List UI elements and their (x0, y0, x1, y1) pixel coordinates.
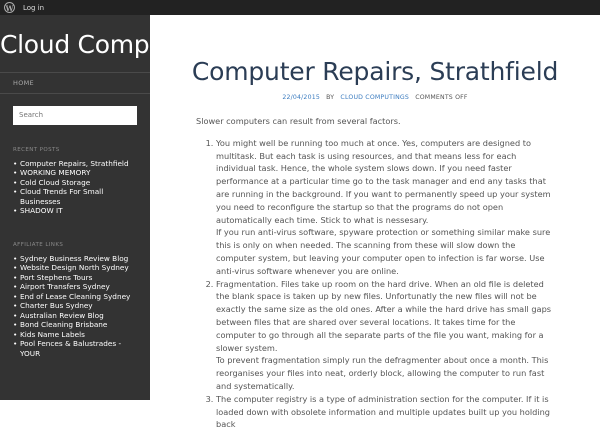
list-item (216, 137, 552, 278)
post-content (196, 115, 552, 431)
list-item-text: The computer registry is a type of administration section for the computer. If it is loaded down with obsolete information and multiple updates built up you holding back (216, 393, 550, 430)
recent-posts-list (0, 159, 150, 216)
main-content (150, 15, 600, 430)
post-title: Computer Repairs, Strathfield (191, 57, 559, 86)
recent-posts-title: RECENT POSTS (13, 146, 60, 153)
affiliate-link[interactable]: • Pool Fences & Balustrades - YOUR (0, 339, 150, 358)
post-comments-status: COMMENTS OFF (415, 94, 468, 101)
affiliate-link[interactable]: • Kids Name Labels (0, 330, 150, 340)
recent-post-link[interactable]: • Computer Repairs, Strathfield (0, 159, 150, 169)
post-category-link[interactable]: CLOUD COMPUTINGS (340, 94, 410, 101)
recent-post-link[interactable]: • WORKING MEMORY (0, 168, 150, 178)
affiliate-links-title: AFFILIATE LINKS (13, 241, 64, 248)
affiliate-links-list (0, 254, 150, 359)
sidebar (0, 15, 225, 400)
affiliate-link[interactable]: • Port Stephens Tours (0, 273, 150, 283)
list-item-text: Fragmentation. Files take up room on the hard drive. When an old file is deleted the blank space is taken up by new files. Unfortunatly the new files will not be exactly the same size as the old ones. After a while the hard drive has small gaps between files that are shared over several locations. It takes time for the computer to go through all the separate parts of the file you want, making for a slower system. (216, 278, 552, 353)
login-link[interactable]: Log in (23, 3, 45, 12)
admin-bar (0, 0, 600, 15)
post-date[interactable]: 22/04/2015 (282, 94, 320, 101)
recent-post-link[interactable]: • Cold Cloud Storage (0, 178, 150, 188)
list-item-text: You might well be running too much at once. Yes, computers are designed to multitask. But each task is using resources, and that means less for each individual task. Hence, the whole system slows down. If you need faster performance at a particular time go to the task manager and end any tasks that are running in the background. If you want to permanently speed up your system you need to reconfigure the startup so that the programs do not open automatically each time. Stick to what is nessesary. (216, 137, 551, 225)
sidebar-menu (0, 72, 150, 94)
list-item-text: To prevent fragmentation simply run the defragmenter about once a month. This reorganises your files into neat, orderly block, allowing the computer to run fast and systematically. (216, 355, 549, 391)
search-input[interactable] (13, 106, 137, 125)
site-title[interactable]: Cloud Computings (0, 30, 225, 59)
affiliate-link[interactable]: • End of Lease Cleaning Sydney (0, 292, 150, 302)
recent-post-link[interactable]: • Cloud Trends For Small Businesses (0, 187, 150, 206)
wordpress-logo-icon[interactable]: W (5, 4, 14, 13)
post-list (196, 137, 552, 431)
list-item (216, 393, 552, 431)
list-item (216, 278, 552, 393)
affiliate-link[interactable]: • Website Design North Sydney (0, 263, 150, 273)
search-widget (0, 94, 150, 125)
affiliate-link[interactable]: • Bond Cleaning Brisbane (0, 320, 150, 330)
list-item-text: If you run anti-virus software, spyware protection or something similar make sure this is only on when needed. The scanning from these will slow down the computer system, but leaving your computer open to infection is far worse. Use anti-virus software whenever you are online. (216, 227, 551, 276)
menu-item-home[interactable]: HOME (13, 79, 34, 87)
recent-post-link[interactable]: • SHADOW IT (0, 206, 150, 216)
post-intro: Slower computers can result from several factors. (196, 116, 401, 126)
affiliate-link[interactable]: • Sydney Business Review Blog (0, 254, 150, 264)
post-meta (150, 94, 600, 101)
post-by: BY (326, 94, 335, 101)
affiliate-link[interactable]: • Australian Review Blog (0, 311, 150, 321)
affiliate-link[interactable]: • Charter Bus Sydney (0, 301, 150, 311)
affiliate-link[interactable]: • Airport Transfers Sydney (0, 282, 150, 292)
